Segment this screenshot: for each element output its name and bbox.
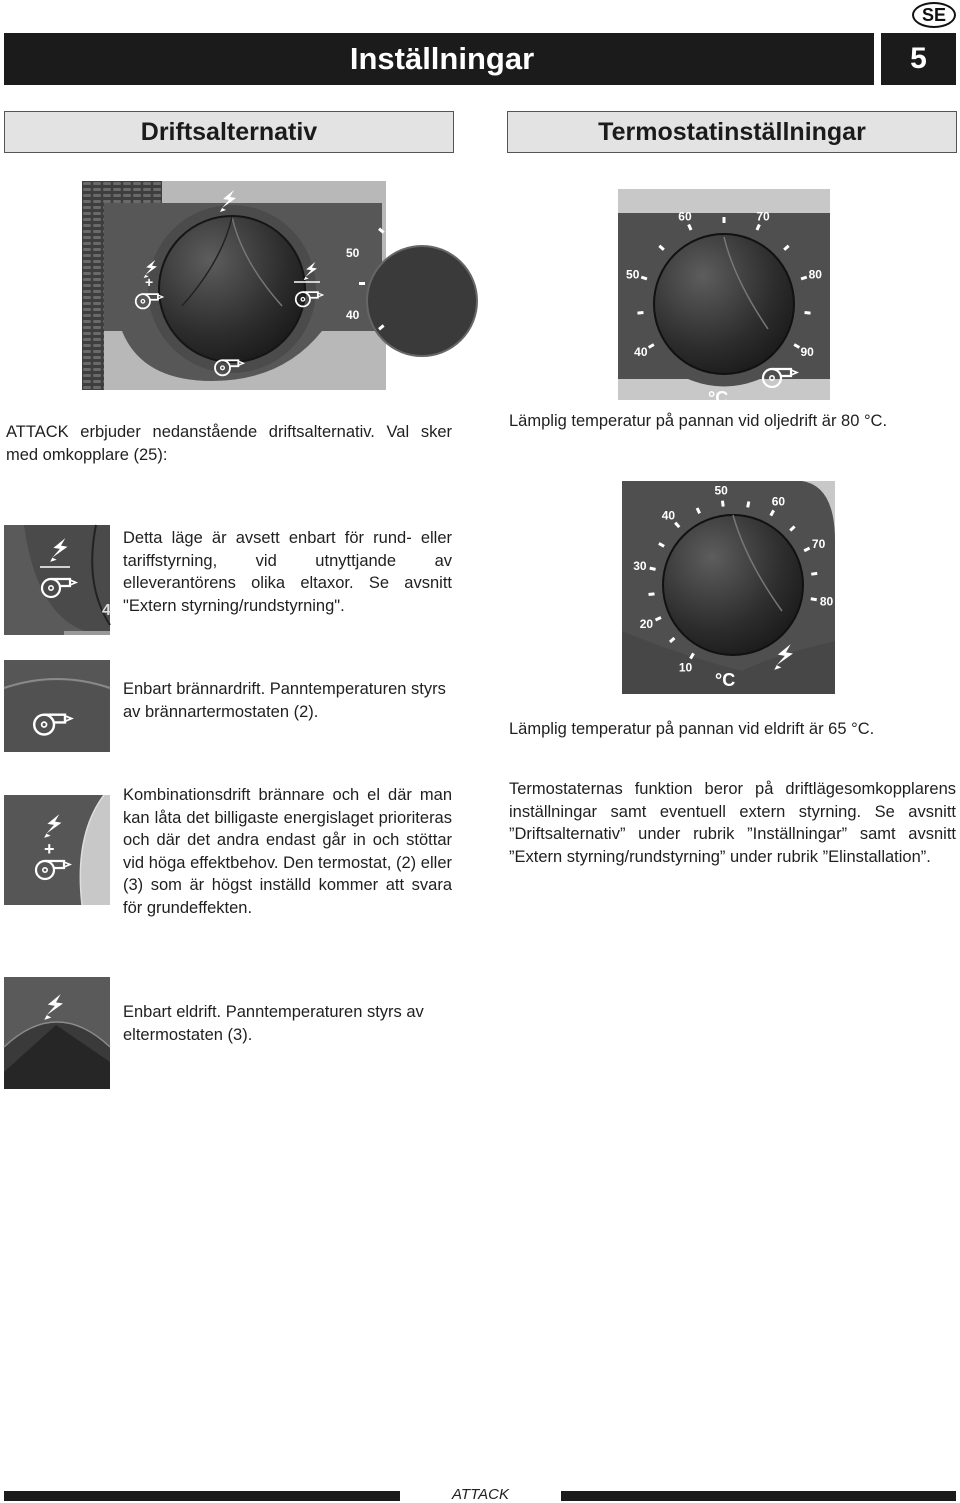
mode-burner-text: Enbart brännardrift. Panntemperaturen styrs av brännartermostaten (2). <box>123 680 446 721</box>
oil-caption: Lämplig temperatur på pannan vid oljedrift är 80 °C. <box>509 412 888 430</box>
electric-thermostat-label-20: 20 <box>639 617 654 632</box>
footer-brand: ATTACK <box>452 1486 509 1503</box>
language-badge: SE <box>912 2 956 28</box>
footer-bar-right <box>561 1491 956 1501</box>
electric-thermostat-label-30: 30 <box>633 559 647 574</box>
oil-thermostat-unit: °C <box>708 388 729 408</box>
oil-thermostat-label-40: 40 <box>634 345 648 359</box>
mode-combined-illustration <box>4 795 110 905</box>
page-title: Inställningar <box>4 33 874 85</box>
selector-label-40: 40 <box>346 308 360 322</box>
oil-thermostat-illustration <box>618 189 830 408</box>
electric-thermostat-label-10: 10 <box>678 660 693 675</box>
section-heading-driftsalternativ: Driftsalternativ <box>4 111 454 153</box>
mode-electric-text: Enbart eldrift. Panntemperaturen styrs av eltermostaten (3). <box>123 1003 424 1044</box>
electric-thermostat-unit: °C <box>715 670 736 690</box>
electric-thermostat-label-70: 70 <box>811 536 826 551</box>
mode-combined-text: Kombinationsdrift brännare och el där man kan låta det billigaste energislaget prioriteras och där det andra endast går in och stöttar vid höga effektbehov. Den termostat, (2) eller (3) som är högst inställd kommer att svara för grundeffekten. <box>123 786 452 917</box>
thermostat-note: Termostaternas funktion beror på driftlägesomkopplarens inställningar samt eventuell extern styrning. Se avsnitt ”Driftsalternativ” under rubrik ”Inställningar” samt avsnitt ”Extern styrning/rundstyrning” under rubrik ”Elinstallation”. <box>509 780 956 866</box>
oil-thermostat-label-60: 60 <box>678 209 692 224</box>
electric-caption: Lämplig temperatur på pannan vid eldrift är 65 °C. <box>509 720 875 738</box>
oil-thermostat-label-70: 70 <box>756 209 770 224</box>
electric-thermostat-label-60: 60 <box>771 494 786 509</box>
electric-thermostat-illustration <box>622 481 835 694</box>
electric-thermostat-label-40: 40 <box>661 508 676 523</box>
electric-thermostat-label-80: 80 <box>819 594 834 609</box>
oil-thermostat-tick <box>723 217 726 223</box>
oil-thermostat-label-80: 80 <box>808 267 822 282</box>
section-heading-termostatinstallningar: Termostatinställningar <box>507 111 957 153</box>
mode-tariff-text: Detta läge är avsett enbart för rund- eller tariffstyrning, vid utnyttjande av elleverantörens olika eltaxor. Se avsnitt "Extern styrning/rundstyrning". <box>123 529 452 615</box>
intro-text: ATTACK erbjuder nedanstående driftsalternativ. Val sker med omkopplare (25): <box>6 423 452 464</box>
svg-text:+: + <box>44 839 55 859</box>
electric-thermostat-label-50: 50 <box>714 483 728 498</box>
mode-electric-illustration <box>4 977 110 1089</box>
selector-label-50: 50 <box>346 246 360 260</box>
selector-switch-illustration <box>82 181 386 390</box>
oil-thermostat-tick <box>804 311 810 315</box>
page-number: 5 <box>881 33 956 85</box>
svg-text:+: + <box>145 274 154 290</box>
mode-tariff-illustration <box>4 525 110 635</box>
mode-burner-illustration <box>4 660 110 752</box>
svg-text:4: 4 <box>102 602 111 619</box>
oil-thermostat-tick <box>637 311 643 315</box>
footer-bar-left <box>4 1491 400 1501</box>
oil-thermostat-label-90: 90 <box>800 345 814 359</box>
oil-thermostat-label-50: 50 <box>626 267 640 282</box>
